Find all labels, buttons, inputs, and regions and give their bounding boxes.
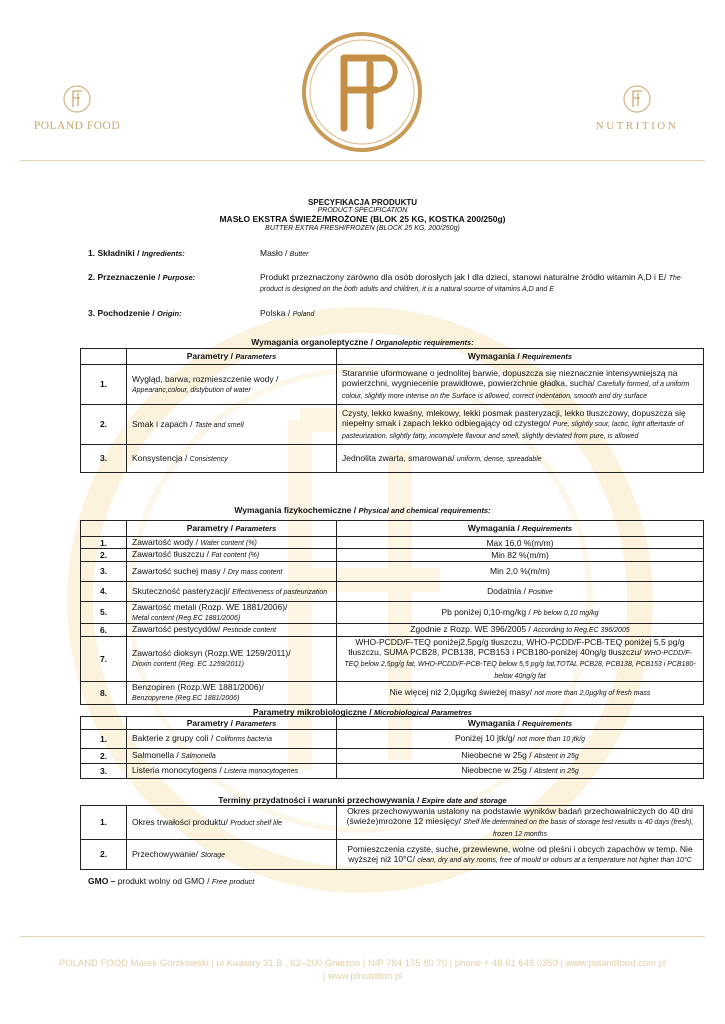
pf-mark-icon — [622, 84, 652, 114]
table-row: 3. Zawartość suchej masy / Dry mass content Min 2,0 %(m/m) — [81, 561, 704, 581]
section-title-organoleptic: Wymagania organoleptyczne / Organoleptic requirements: — [251, 337, 474, 347]
table-row: 2. Przechowywanie/ Storage Pomieszczenia czyste, suche, przewiewne, wolne od pleśni i obcych zapachów w temp. Nie wyższej niż 10°C/ clean, dry and airy rooms, free of mould or odours at a temperature not higher than 10°C — [81, 839, 704, 869]
title-product-en: BUTTER EXTRA FRESH/FROZEN (BLOCK 25 KG, 200/250g) — [265, 225, 460, 232]
field-label-en: Ingredients: — [141, 249, 185, 258]
title-main-en: PRODUCT SPECIFICATION — [317, 207, 408, 215]
table-row: 4. Skuteczność pasteryzacji/ Effectiveness of pasteurization Dodatnia / Positive — [81, 581, 704, 601]
table-row: 1. Bakterie z grupy coli / Coliforms bacteria Poniżej 10 jtk/g/ not more than 10 jtk/g — [81, 730, 704, 749]
field-value-en: Butter — [289, 251, 309, 258]
section-title-storage: Terminy przydatności i warunki przechowywania / Expire date and storage — [218, 795, 507, 805]
table-row: 2. Salmonella / Salmonella Nieobecne w 25g / Abstent in 25g — [81, 749, 704, 764]
title-main: SPECYFIKACJA PRODUKTU — [307, 198, 418, 207]
table-row: 1. Okres trwałości produktu/ Product shelf life Okres przechowywania ustalony na podstawie wyników badań przechowalniczych do 40 dni (świeże)mrożone 12 miesięcy/ Shelf life determined on the basis of storage test results is 40 days (fresh), frozen 12 months — [81, 806, 704, 840]
table-row: 5. Zawartość metali (Rozp. WE 1881/2006)/ Metal content (Reg.EC 1881/2006) Pb poniżej 0,10-mg/kg / Pb below 0,10 mg/kg — [81, 601, 704, 624]
table-row: 1. Zawartość wody / Water content (%) Max 16,0 %(m/m) — [81, 537, 704, 549]
nutrition-logo — [582, 84, 692, 132]
pf-mark-icon — [62, 84, 92, 114]
header — [0, 0, 725, 165]
table-micro — [80, 716, 704, 779]
poland-food-logo — [22, 84, 132, 132]
table-row: 6. Zawartość pestycydów/ Pesticide content Zgodnie z Rozp. WE 396/2005 / According to Reg.EC 396/2005 — [81, 624, 704, 636]
field-value: Produkt przeznaczony zarówno dla osób dorosłych jak I dla dzieci, stanowi naturalne źródło witamin A,D i E/ — [260, 272, 667, 282]
table-row: 8. Benzopiren (Rozp.WE 1881/2006)/ Benzopyrene (Reg.EC 1881/2006) Nie więcej niż 2,0µg/kg świeżej masy/ not more than 2,0µg/kg of fresh mass — [81, 682, 704, 705]
table-row: 3. Listeria monocytogens / Listeria monocytogenes Nieobecne w 25g / Abstent in 25g — [81, 764, 704, 779]
table-row: 1. Wygląd, barwa, rozmieszczenie wody / Appearanc,colour, distybution of water Starannie uformowane o jednolitej barwie, dopuszcza się nieznacznie intensywniejszą na powierzchni, wygniecenie prawidłowe, powierzchnie gładka, sucha/ Carefully formed, of a uniform colour, slightly more intense on the Surface is allowed, correct indentation, smooth and dry surface — [81, 365, 704, 405]
footer-line-2: | www.pfnutrition.pl — [322, 970, 403, 982]
table-row: 3. Konsystencja / Consistency Jednolita zwarta, smarowana/ uniform, dense, spreadable — [81, 445, 704, 473]
footer-divider — [20, 936, 705, 937]
table-header-row: Parametry / Parameters Wymagania / Requirements — [81, 349, 704, 365]
table-row: 7. Zawartość dioksyn (Rozp.WE 1259/2011)/ Dioxin content (Reg. EC 1259/2011) WHO-PCDD/F-TEQ poniżej2,5pg/g tłuszczu, WHO-PCDD/F-PCB-TEQ poniżej 5,5 pg/g tłuszczu, SUMA PCB28, PCB138, PCB153 i PCB180-poniżej 40ng/g tłuszczu/ WHO-PCDD/F-TEQ below 2,5pg/g fat, WHO-PCDD/F-PCB-TEQ below 5,5 pg/g fat,TOTAL PCB28, PCB138, PCB153 i PCB180-below 40ng/g fat — [81, 636, 704, 681]
table-row: 2. Smak i zapach / Taste and smell Czysty, lekko kwaśny, mlekowy, lekki posmak pasteryzacji, lekko tłuszczowy, dopuszcza się niepełny smak i zapach lekko odbiegający od czystego/ Pure, slightly sour, lactic, light aftertaste of pasteurization, slightly fatty, incomplete flavour and smell, slightly deviated from pure, is allowed — [81, 405, 704, 445]
field-value-en: Poland — [292, 311, 315, 318]
header-divider — [20, 160, 705, 161]
section-title-physchem: Wymagania fizykochemiczne / Physical and chemical requirements: — [234, 505, 491, 515]
section-title-micro: Parametry mikrobiologiczne / Microbiological Parametres — [253, 707, 472, 717]
footer — [0, 958, 725, 984]
field-label-en: Origin: — [156, 309, 182, 318]
document-title — [0, 198, 725, 233]
table-header-row: Parametry / Parameters Wymagania / Requirements — [81, 717, 704, 730]
pf-main-logo-icon — [300, 30, 424, 154]
poland-food-text: POLAND FOOD — [33, 120, 121, 132]
field-label: 3. Pochodzenie / — [88, 308, 155, 318]
table-storage — [80, 805, 704, 870]
nutrition-text: NUTRITION — [595, 120, 679, 132]
field-label-en: Purpose: — [162, 273, 196, 282]
table-row: 2. Zawartość tłuszczu / Fat content (%) Min 82 %(m/m) — [81, 549, 704, 561]
field-value: Polska / — [260, 308, 291, 318]
footer-line-1: POLAND FOOD Marek Gorzkowski | ul.Kawiary 31 B , 62–200 Gniezno | NIP 784 175 80 70 | phone + 48 61 646 0359 | www.polandfood.com.pl — [58, 958, 667, 969]
table-physchem — [80, 520, 704, 705]
field-label: 2. Przeznaczenie / — [88, 272, 161, 282]
table-organoleptic — [80, 348, 704, 473]
table-header-row: Parametry / Parameters Wymagania / Requirements — [81, 521, 704, 537]
field-value: Masło / — [260, 248, 288, 258]
field-label: 1. Składniki / — [88, 248, 140, 258]
title-product: MASŁO EKSTRA ŚWIEŻE/MROŻONE (BLOK 25 KG, KOSTKA 200/250g) — [219, 214, 506, 225]
gmo-statement: GMO – produkt wolny od GMO / Free product — [88, 876, 255, 886]
field-value-en: The product is designed on the both adults and children, it is a natural source of vitamins A,D and E — [260, 275, 681, 294]
